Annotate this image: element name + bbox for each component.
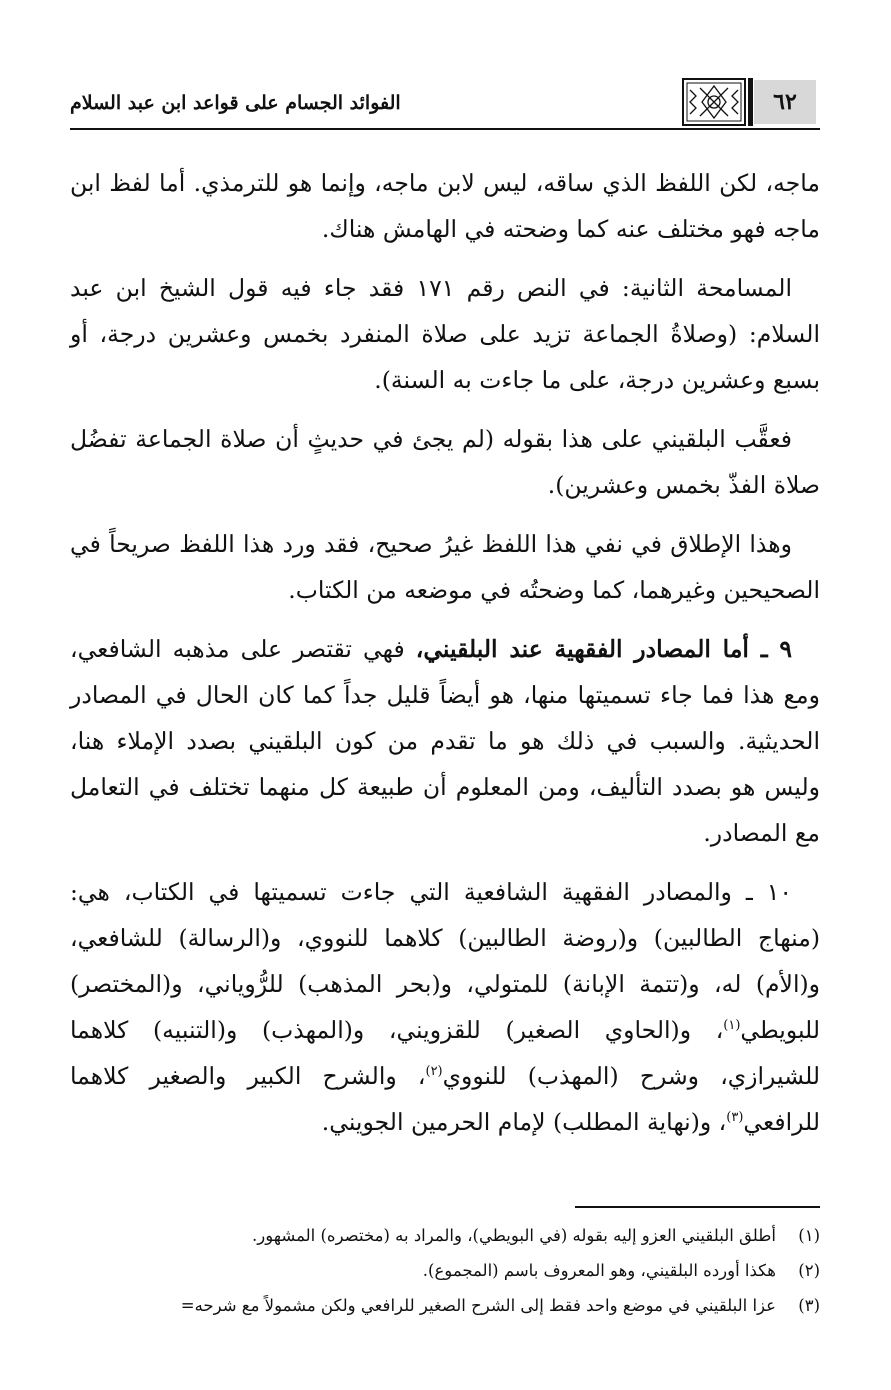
footnote-ref-3[interactable]: (٣) [726,1110,744,1126]
paragraph-1: ماجه، لكن اللفظ الذي ساقه، ليس لابن ماجه، وإنما هو للترمذي. أما لفظ ابن ماجه فهو مختلف عنه كما وضحته في الهامش هناك. [70,169,820,243]
paragraph-2: المسامحة الثانية: في النص رقم ١٧١ فقد جاء فيه قول الشيخ ابن عبد السلام: (وصلاةُ الجماعة تزيد على صلاة المنفرد بخمس وعشرين درجة، أو بسبع وعشرين درجة، على ما جاءت به السنة). [70,274,820,394]
header-rule [70,128,820,130]
paragraph-3: فعقَّب البلقيني على هذا بقوله (لم يجئ في حديثٍ أن صلاة الجماعة تفضُل صلاة الفذّ بخمس وعشرين). [70,425,820,499]
header-divider [748,78,753,126]
footnote-ref-2[interactable]: (٢) [425,1064,443,1080]
main-text [70,160,820,1158]
footnote-item [70,1218,820,1253]
footnote-ref-1[interactable]: (١) [723,1018,741,1034]
paragraph-6-part-c: ، والشرح الكبير والصغير كلاهما للرافعي [70,1062,820,1136]
paragraph-5 [70,626,820,856]
paragraph-6-part-d: ، و(نهاية المطلب) لإمام الحرمين الجويني. [321,1108,727,1136]
running-title: الفوائد الجسام على قواعد ابن عبد السلام [70,92,401,114]
page-header [70,78,820,130]
footnote-text: هكذا أورده البلقيني، وهو المعروف باسم (المجموع). [422,1261,776,1280]
footnote-text: عزا البلقيني في موضع واحد فقط إلى الشرح الصغير للرافعي ولكن مشمولاً مع شرحه= [180,1296,776,1315]
page-number: ٦٢ [754,80,816,124]
footnote-number: (٣) [798,1296,820,1315]
paragraph-6-part-b: ، و(الحاوي الصغير) للقزويني، و(المهذب) و(التنبيه) كلاهما للشيرازي، وشرح (المهذب) للنووي [70,1016,821,1090]
footnotes [70,1218,820,1323]
paragraph-6 [70,869,820,1145]
footnote-number: (١) [798,1226,820,1245]
paragraph-5-text: فهي تقتصر على مذهبه الشافعي، ومع هذا فما جاء تسميتها منها، هو أيضاً قليل جداً كما كان الحال في المصادر الحديثية. والسبب في ذلك هو ما تقدم من كون البلقيني بصدد الإملاء هنا، وليس هو بصدد التأليف، ومن المعلوم أن طبيعة كل منهما تختلف في التعامل مع المصادر. [70,635,820,847]
footnote-text: أطلق البلقيني العزو إليه بقوله (في البويطي)، والمراد به (مختصره) المشهور. [252,1226,776,1245]
footnote-number: (٢) [798,1261,820,1280]
section-heading-9: ٩ ـ أما المصادر الفقهية عند البلقيني، [415,635,792,663]
ornament-icon [682,78,746,126]
paragraph-6-part-a: ١٠ ـ والمصادر الفقهية الشافعية التي جاءت تسميتها في الكتاب، هي: (منهاج الطالبين) و(روضة الطالبين) كلاهما للنووي، و(الرسالة) للشافعي، و(الأم) له، و(تتمة الإبانة) للمتولي، و(بحر المذهب) للرُّوياني، و(المختصر) للبويطي [70,878,820,1044]
footnote-separator [575,1206,820,1208]
paragraph-4: وهذا الإطلاق في نفي هذا اللفظ غيرُ صحيح، فقد ورد هذا اللفظ صريحاً في الصحيحين وغيرهما، كما وضحتُه في موضعه من الكتاب. [70,530,820,604]
footnote-item [70,1253,820,1288]
footnote-item [70,1288,820,1323]
